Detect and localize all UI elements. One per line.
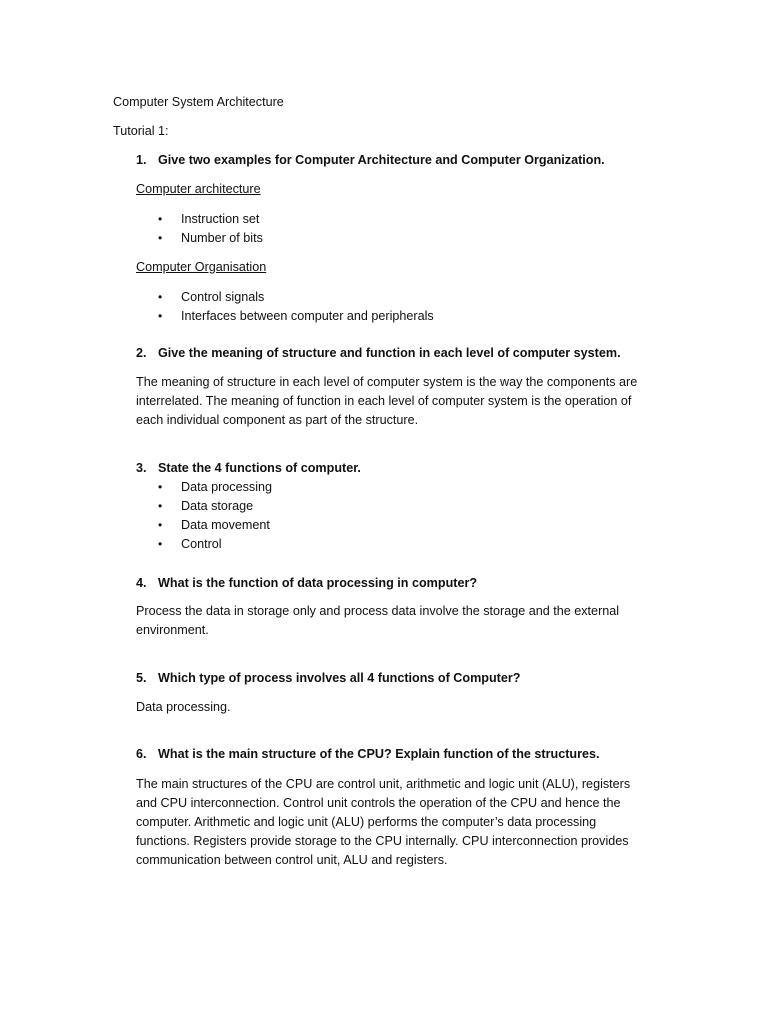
answer-line: environment. <box>136 623 209 637</box>
question-number: 5. <box>136 671 147 685</box>
question-number: 3. <box>136 461 147 475</box>
question-text: Which type of process involves all 4 functions of Computer? <box>158 671 521 685</box>
bullet-icon: • <box>158 480 163 494</box>
list-item-text: Data processing <box>181 480 273 494</box>
question-number: 6. <box>136 747 147 761</box>
answer-line: interrelated. The meaning of function in each level of computer system is the operation of <box>136 394 632 408</box>
answer-line: The main structures of the CPU are control unit, arithmetic and logic unit (ALU), registers <box>136 777 631 791</box>
question-number: 2. <box>136 346 147 360</box>
list-item-text: Number of bits <box>181 231 263 245</box>
answer-line: Data processing. <box>136 700 231 714</box>
list-item-text: Instruction set <box>181 212 260 226</box>
question-text: Give the meaning of structure and function in each level of computer system. <box>158 346 621 360</box>
section-heading-architecture: Computer architecture <box>136 182 261 196</box>
question-number: 1. <box>136 153 147 167</box>
answer-line: and CPU interconnection. Control unit controls the operation of the CPU and hence the <box>136 796 621 810</box>
bullet-icon: • <box>158 290 163 304</box>
answer-line: each individual component as part of the structure. <box>136 413 419 427</box>
answer-line: The meaning of structure in each level of computer system is the way the components are <box>136 375 638 389</box>
answer-line: communication between control unit, ALU and registers. <box>136 853 448 867</box>
list-item-text: Control signals <box>181 290 265 304</box>
bullet-icon: • <box>158 499 163 513</box>
question-text: Give two examples for Computer Architecture and Computer Organization. <box>158 153 605 167</box>
answer-line: computer. Arithmetic and logic unit (ALU) performs the computer’s data processing <box>136 815 597 829</box>
section-heading-organisation: Computer Organisation <box>136 260 267 274</box>
question-text: What is the function of data processing in computer? <box>158 576 478 590</box>
bullet-icon: • <box>158 309 163 323</box>
question-text: State the 4 functions of computer. <box>158 461 361 475</box>
list-item-text: Data storage <box>181 499 254 513</box>
answer-line: functions. Registers provide storage to the CPU internally. CPU interconnection provides <box>136 834 629 848</box>
answer-line: Process the data in storage only and process data involve the storage and the external <box>136 604 620 618</box>
document-title: Computer System Architecture <box>113 95 284 109</box>
bullet-icon: • <box>158 537 163 551</box>
list-item-text: Control <box>181 537 222 551</box>
question-text: What is the main structure of the CPU? Explain function of the structures. <box>158 747 600 761</box>
list-item-text: Interfaces between computer and peripherals <box>181 309 434 323</box>
bullet-icon: • <box>158 212 163 226</box>
list-item-text: Data movement <box>181 518 270 532</box>
bullet-icon: • <box>158 231 163 245</box>
question-number: 4. <box>136 576 147 590</box>
bullet-icon: • <box>158 518 163 532</box>
tutorial-label: Tutorial 1: <box>113 124 169 138</box>
